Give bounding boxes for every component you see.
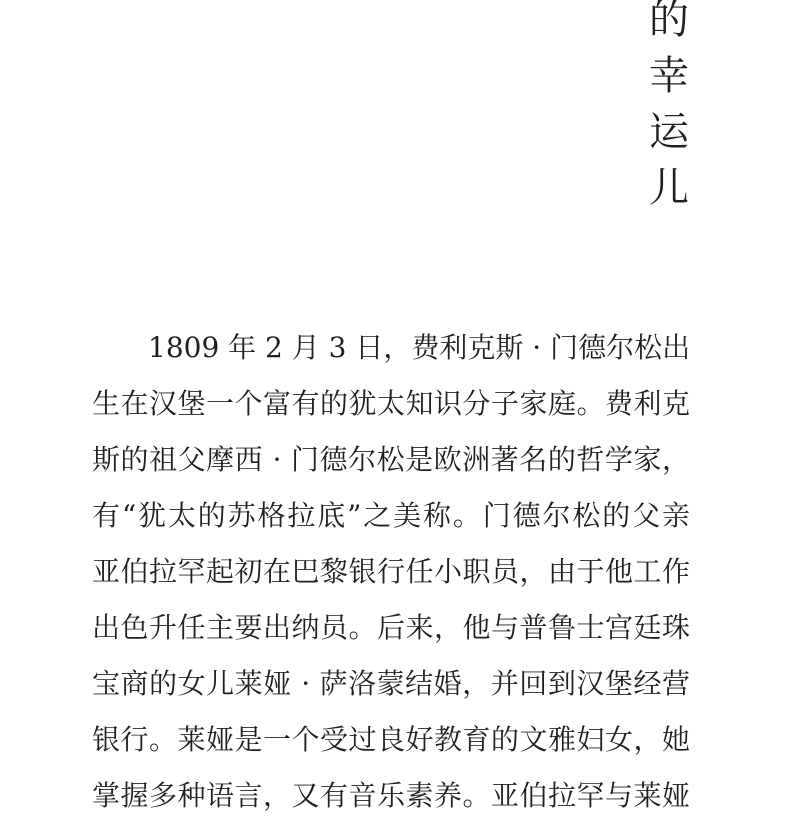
text-line: 生在汉堡一个富有的犹太知识分子家庭。费利克 [92,387,690,420]
text-line: 出色升任主要出纳员。后来，他与普鲁士宫廷珠 [92,611,690,644]
title-char: 幸 [649,53,689,99]
text-line: 斯的祖父摩西 · 门德尔松是欧洲著名的哲学家， [92,443,690,476]
title-char: 的 [649,0,689,43]
text-line: 宝商的女儿莱娅 · 萨洛蒙结婚，并回到汉堡经营 [92,667,690,700]
text-line: 有“犹太的苏格拉底”之美称。门德尔松的父亲 [92,499,690,532]
text-line: 亚伯拉罕起初在巴黎银行任小职员，由于他工作 [92,555,690,588]
title-char: 运 [649,109,689,155]
body-paragraph [92,320,690,824]
chapter-title-vertical [645,0,693,216]
text-line: 银行。莱娅是一个受过良好教育的文雅妇女，她 [92,723,690,756]
title-char: 儿 [649,165,689,211]
text-line: 掌握多种语言，又有音乐素养。亚伯拉罕与莱娅 [92,779,690,812]
text-line: 1809 年 2 月 3 日，费利克斯 · 门德尔松出 [148,331,690,364]
